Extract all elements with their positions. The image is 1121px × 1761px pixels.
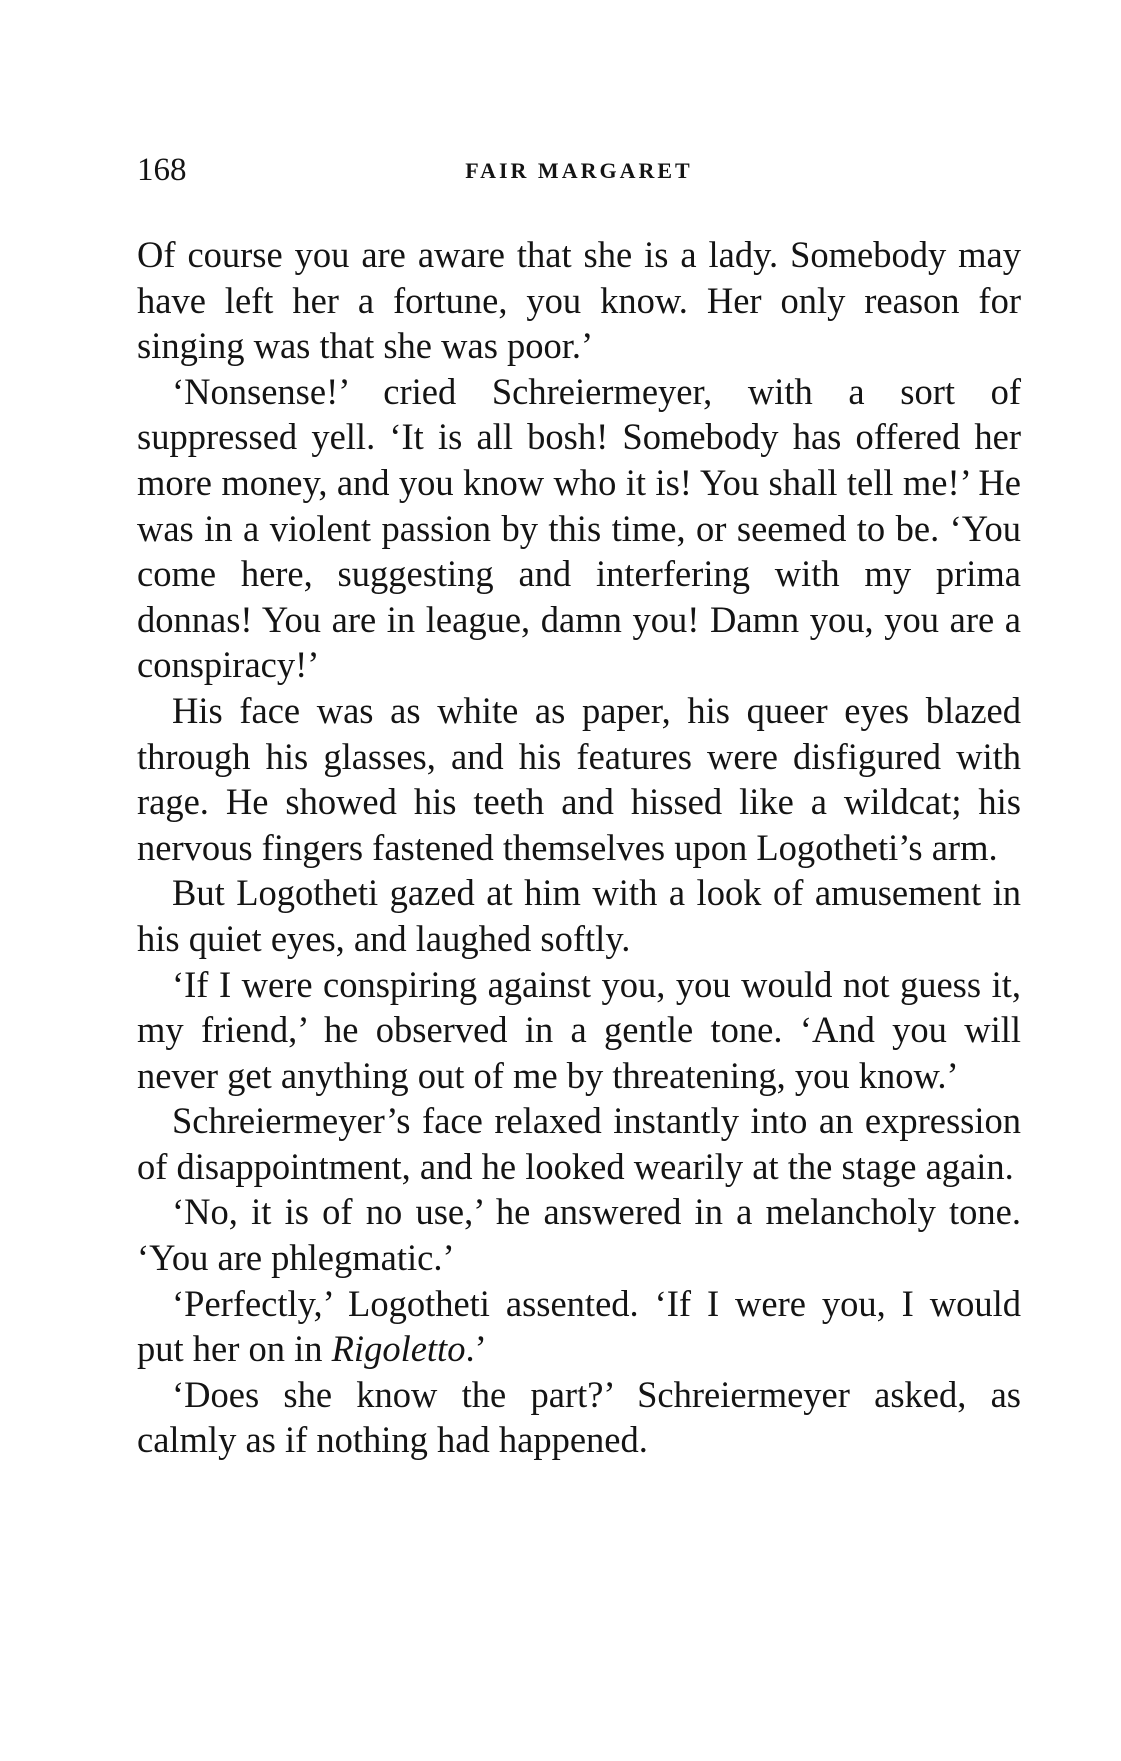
page-header — [137, 150, 1021, 194]
paragraph-9: ‘Does she know the part?’ Schreiermeyer asked, as calmly as if nothing had happened. — [137, 1373, 1021, 1461]
paragraph-5: ‘If I were conspiring against you, you would not guess it, my friend,’ he observed in a gentle tone. ‘And you will never get anything out of me by threatening, you know.’ — [137, 963, 1021, 1096]
page-number: 168 — [137, 152, 187, 188]
paragraph-1: Of course you are aware that she is a lady. Somebody may have left her a fortune, you know. Her only reason for singing was that she was poor.’ — [137, 234, 1021, 367]
opera-title: Rigoletto — [331, 1328, 466, 1370]
book-page — [137, 150, 1021, 1463]
paragraph-8-text: ‘Perfectly,’ Logotheti assented. ‘If I were you, I would put her on in — [137, 1282, 1021, 1370]
paragraph-2: ‘Nonsense!’ cried Schreiermeyer, with a sort of suppressed yell. ‘It is all bosh! Somebody has offered her more money, and you know who it is! You shall tell me!’ He was in a violent passion by this time, or seemed to be. ‘You come here, suggesting and interfering with my prima donnas! You are in league, damn you! Damn you, you are a conspiracy!’ — [137, 370, 1021, 686]
paragraph-8 — [137, 1281, 1021, 1372]
paragraph-6: Schreiermeyer’s face relaxed instantly into an expression of disappointment, and he looked wearily at the stage again. — [137, 1100, 1021, 1187]
paragraph-7: ‘No, it is of no use,’ he answered in a melancholy tone. ‘You are phlegmatic.’ — [137, 1191, 1021, 1279]
running-title: FAIR MARGARET — [465, 158, 693, 183]
paragraph-8-end: .’ — [465, 1328, 487, 1370]
paragraph-3: His face was as white as paper, his queer eyes blazed through his glasses, and his features were disfigured with rage. He showed his teeth and hissed like a wildcat; his nervous fingers fastened themselves upon Logotheti’s arm. — [137, 689, 1021, 868]
body-text — [137, 232, 1021, 1463]
paragraph-4: But Logotheti gazed at him with a look of amusement in his quiet eyes, and laughed softly. — [137, 872, 1021, 959]
